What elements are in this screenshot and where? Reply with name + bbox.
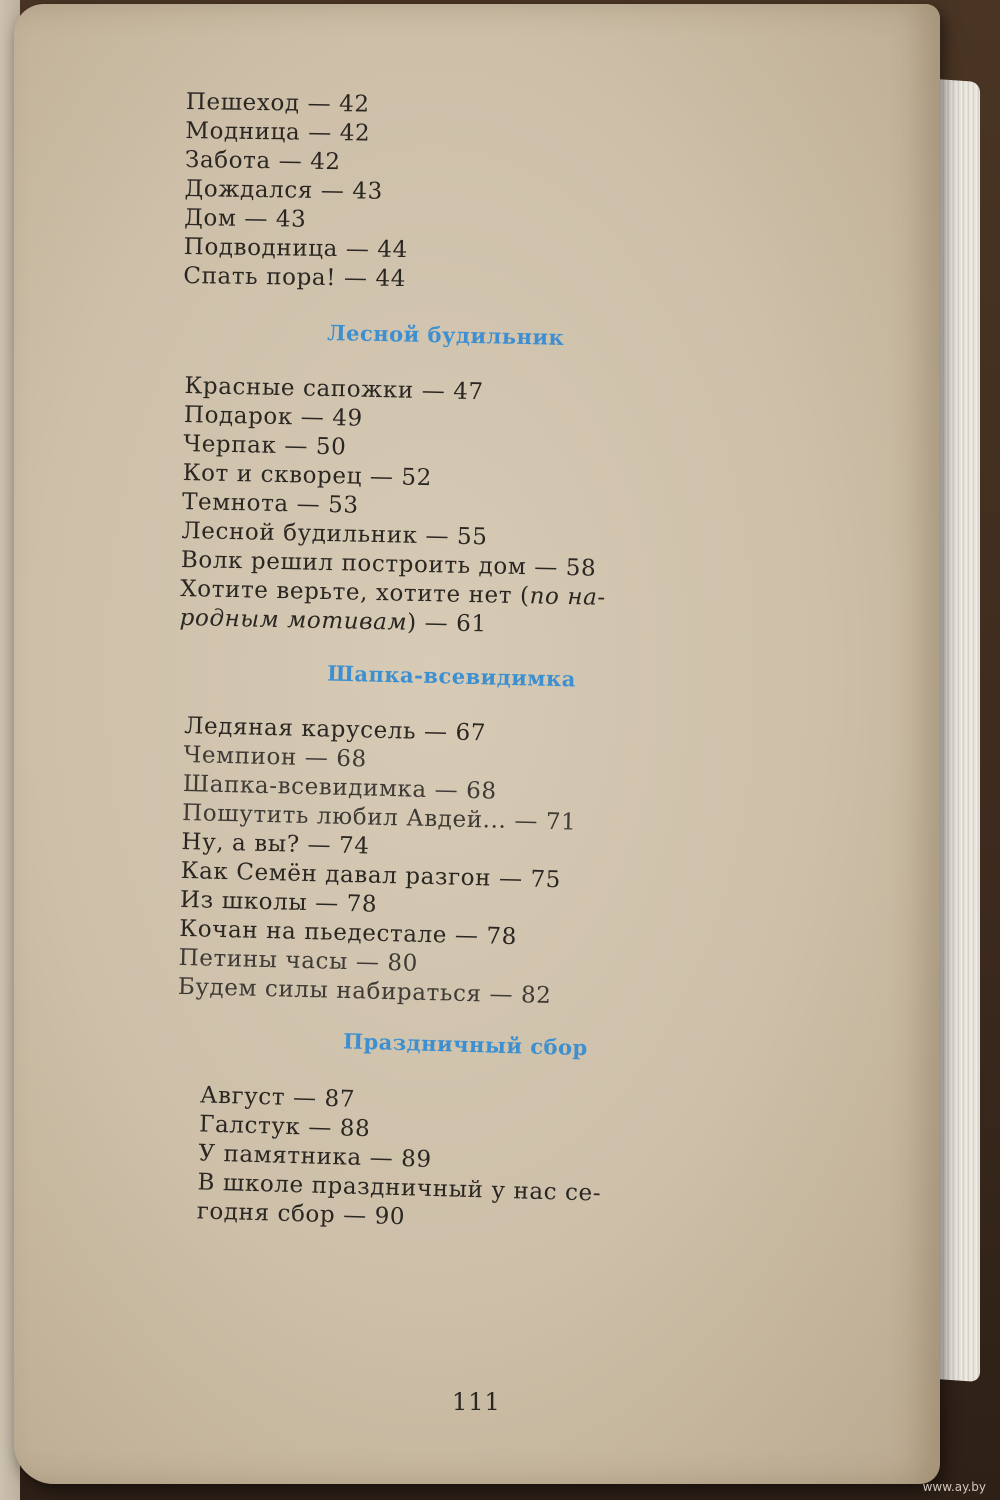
toc-entry: Дом — 43: [184, 204, 307, 233]
toc-section: [183, 88, 746, 299]
entry-italic-text: родным мотивам: [179, 604, 408, 636]
entry-text: Хотите верьте, хотите нет (: [180, 575, 530, 610]
toc-entry: Кот и скворец — 52: [182, 459, 433, 492]
toc-entry: Забота — 42: [184, 146, 341, 176]
toc-entry: Как Семён давал разгон — 75: [180, 857, 562, 894]
watermark: www.ay.by: [922, 1480, 986, 1494]
toc-entry: Шапка-всевидимка — 68: [182, 770, 497, 805]
toc-entry: Модница — 42: [185, 117, 371, 147]
toc-entry: Ледяная карусель — 67: [183, 712, 487, 747]
toc-entry: Из школы — 78: [179, 886, 378, 918]
toc-entry: Дождался — 43: [184, 175, 384, 205]
section-heading: Шапка-всевидимка: [327, 660, 577, 692]
entry-italic-text: по на-: [529, 583, 607, 611]
toc-entry: Подводница — 44: [183, 233, 409, 264]
toc-entry: Ну, а вы? — 74: [181, 828, 370, 860]
toc-entry: Галстук — 88: [198, 1111, 371, 1143]
toc-entry: У памятника — 89: [198, 1140, 433, 1173]
toc-entry: Черпак — 50: [183, 430, 347, 461]
section-heading: Праздничный сбор: [342, 1028, 589, 1061]
page-number: 111: [452, 1388, 501, 1416]
toc-entry: Будем силы набираться — 82: [177, 973, 552, 1010]
table-of-contents: [177, 88, 746, 1231]
section-heading: Лесной будильник: [326, 319, 565, 350]
toc-section: [179, 317, 745, 645]
toc-entry: Волк решил построить дом — 58: [180, 546, 597, 582]
book-page: [14, 4, 940, 1484]
toc-section: [178, 657, 746, 1016]
entry-text: ) — 61: [406, 609, 487, 638]
toc-entry: Август — 87: [199, 1082, 356, 1113]
toc-entry: Спать пора! — 44: [183, 262, 407, 293]
toc-entry: Темнота — 53: [181, 488, 359, 519]
toc-entry: годня сбор — 90: [196, 1198, 406, 1231]
toc-entry: Пошутить любил Авдей... — 71: [181, 799, 577, 836]
toc-entry: Красные сапожки — 47: [184, 372, 484, 406]
toc-entry: Подарок — 49: [183, 401, 364, 432]
toc-entry: В школе праздничный у нас се-: [197, 1169, 602, 1207]
toc-entry: Чемпион — 68: [183, 741, 368, 773]
toc-entry: Кочан на пьедестале — 78: [179, 915, 518, 951]
toc-entry: Лесной будильник — 55: [181, 517, 488, 551]
toc-entry: Пешеход — 42: [185, 88, 370, 118]
toc-section: [180, 1024, 745, 1242]
toc-entry: Петины часы — 80: [178, 944, 419, 977]
